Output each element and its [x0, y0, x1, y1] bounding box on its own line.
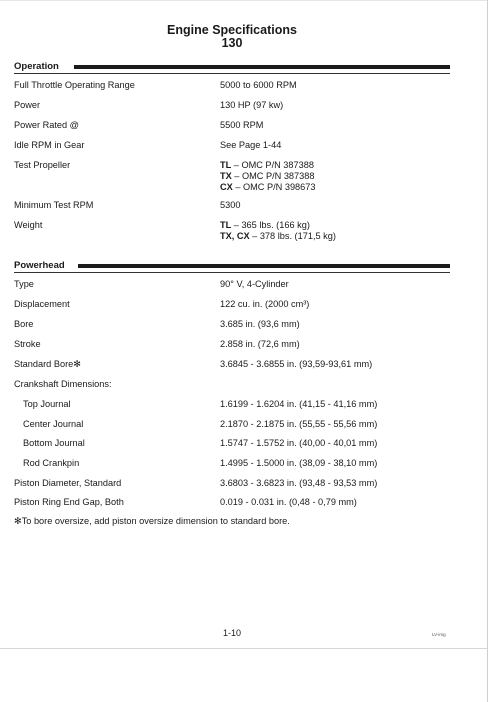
section-heading-bar	[78, 264, 450, 268]
part-number: – OMC P/N 398673	[232, 182, 316, 192]
spec-value: 3.6845 - 3.6855 in. (93,59-93,61 mm)	[220, 359, 373, 369]
spec-value: 1.5747 - 1.5752 in. (40,00 - 40,01 mm)	[220, 438, 378, 448]
page-subtitle: 130	[221, 36, 243, 50]
scan-edge	[0, 648, 488, 649]
spec-label: Center Journal	[23, 419, 84, 429]
section-heading-powerhead	[14, 260, 450, 272]
spec-label: Idle RPM in Gear	[14, 140, 85, 150]
weight-value: – 378 lbs. (171,5 kg)	[249, 231, 336, 241]
spec-label: Crankshaft Dimensions:	[14, 379, 112, 389]
model-code: TX	[220, 171, 232, 181]
spec-label: Piston Diameter, Standard	[14, 478, 122, 488]
spec-label: Rod Crankpin	[23, 458, 80, 468]
spec-label: Power Rated @	[14, 120, 79, 130]
spec-label: Standard Bore✻	[14, 359, 81, 369]
spec-value: 2.1870 - 2.1875 in. (55,55 - 55,56 mm)	[220, 419, 378, 429]
spec-value: 5500 RPM	[220, 120, 264, 130]
part-number: – OMC P/N 387388	[231, 160, 314, 170]
spec-value: 2.858 in. (72,6 mm)	[220, 339, 300, 349]
spec-label: Bore	[14, 319, 34, 329]
spec-label: Bottom Journal	[23, 438, 85, 448]
page-code: LV-img	[432, 632, 446, 637]
scan-edge	[0, 0, 488, 1]
spec-label: Power	[14, 100, 41, 110]
spec-label: Minimum Test RPM	[14, 200, 94, 210]
page-number: 1-10	[222, 628, 241, 638]
model-code: TX, CX	[220, 231, 250, 241]
model-code: TL	[220, 160, 232, 170]
spec-label: Test Propeller	[14, 160, 71, 170]
spec-value: 122 cu. in. (2000 cm³)	[220, 299, 310, 309]
spec-label: Piston Ring End Gap, Both	[14, 497, 124, 507]
part-number: – OMC P/N 387388	[231, 171, 315, 181]
section-heading-label: Operation	[14, 61, 59, 72]
spec-value: See Page 1-44	[220, 140, 282, 150]
section-heading-operation	[14, 61, 450, 73]
spec-label: Displacement	[14, 299, 70, 309]
spec-label: Stroke	[14, 339, 41, 349]
spec-label: Top Journal	[23, 399, 71, 409]
spec-label: Type	[14, 279, 34, 289]
spec-value: 5300	[220, 200, 241, 210]
footnote: ✻To bore oversize, add piston oversize dimension to standard bore.	[14, 516, 290, 526]
spec-value: 3.685 in. (93,6 mm)	[220, 319, 300, 329]
spec-label: Weight	[14, 220, 43, 230]
spec-label: Full Throttle Operating Range	[14, 80, 135, 90]
spec-value: 3.6803 - 3.6823 in. (93,48 - 93,53 mm)	[220, 478, 378, 488]
spec-value: 0.019 - 0.031 in. (0,48 - 0,79 mm)	[220, 497, 357, 507]
spec-value: 1.6199 - 1.6204 in. (41,15 - 41,16 mm)	[220, 399, 378, 409]
page-title: Engine Specifications	[167, 23, 297, 37]
spec-value	[220, 220, 336, 242]
model-code: TL	[220, 220, 232, 230]
section-rule	[14, 73, 450, 74]
section-rule	[14, 272, 450, 273]
spec-value: 5000 to 6000 RPM	[220, 80, 297, 90]
spec-value: 1.4995 - 1.5000 in. (38,09 - 38,10 mm)	[220, 458, 378, 468]
section-heading-bar	[74, 65, 450, 69]
weight-value: – 365 lbs. (166 kg)	[231, 220, 310, 230]
spec-value: 130 HP (97 kw)	[220, 100, 284, 110]
section-heading-label: Powerhead	[14, 260, 65, 271]
spec-value: 90° V, 4-Cylinder	[220, 279, 289, 289]
model-code: CX	[220, 182, 233, 192]
spec-value	[220, 160, 316, 193]
